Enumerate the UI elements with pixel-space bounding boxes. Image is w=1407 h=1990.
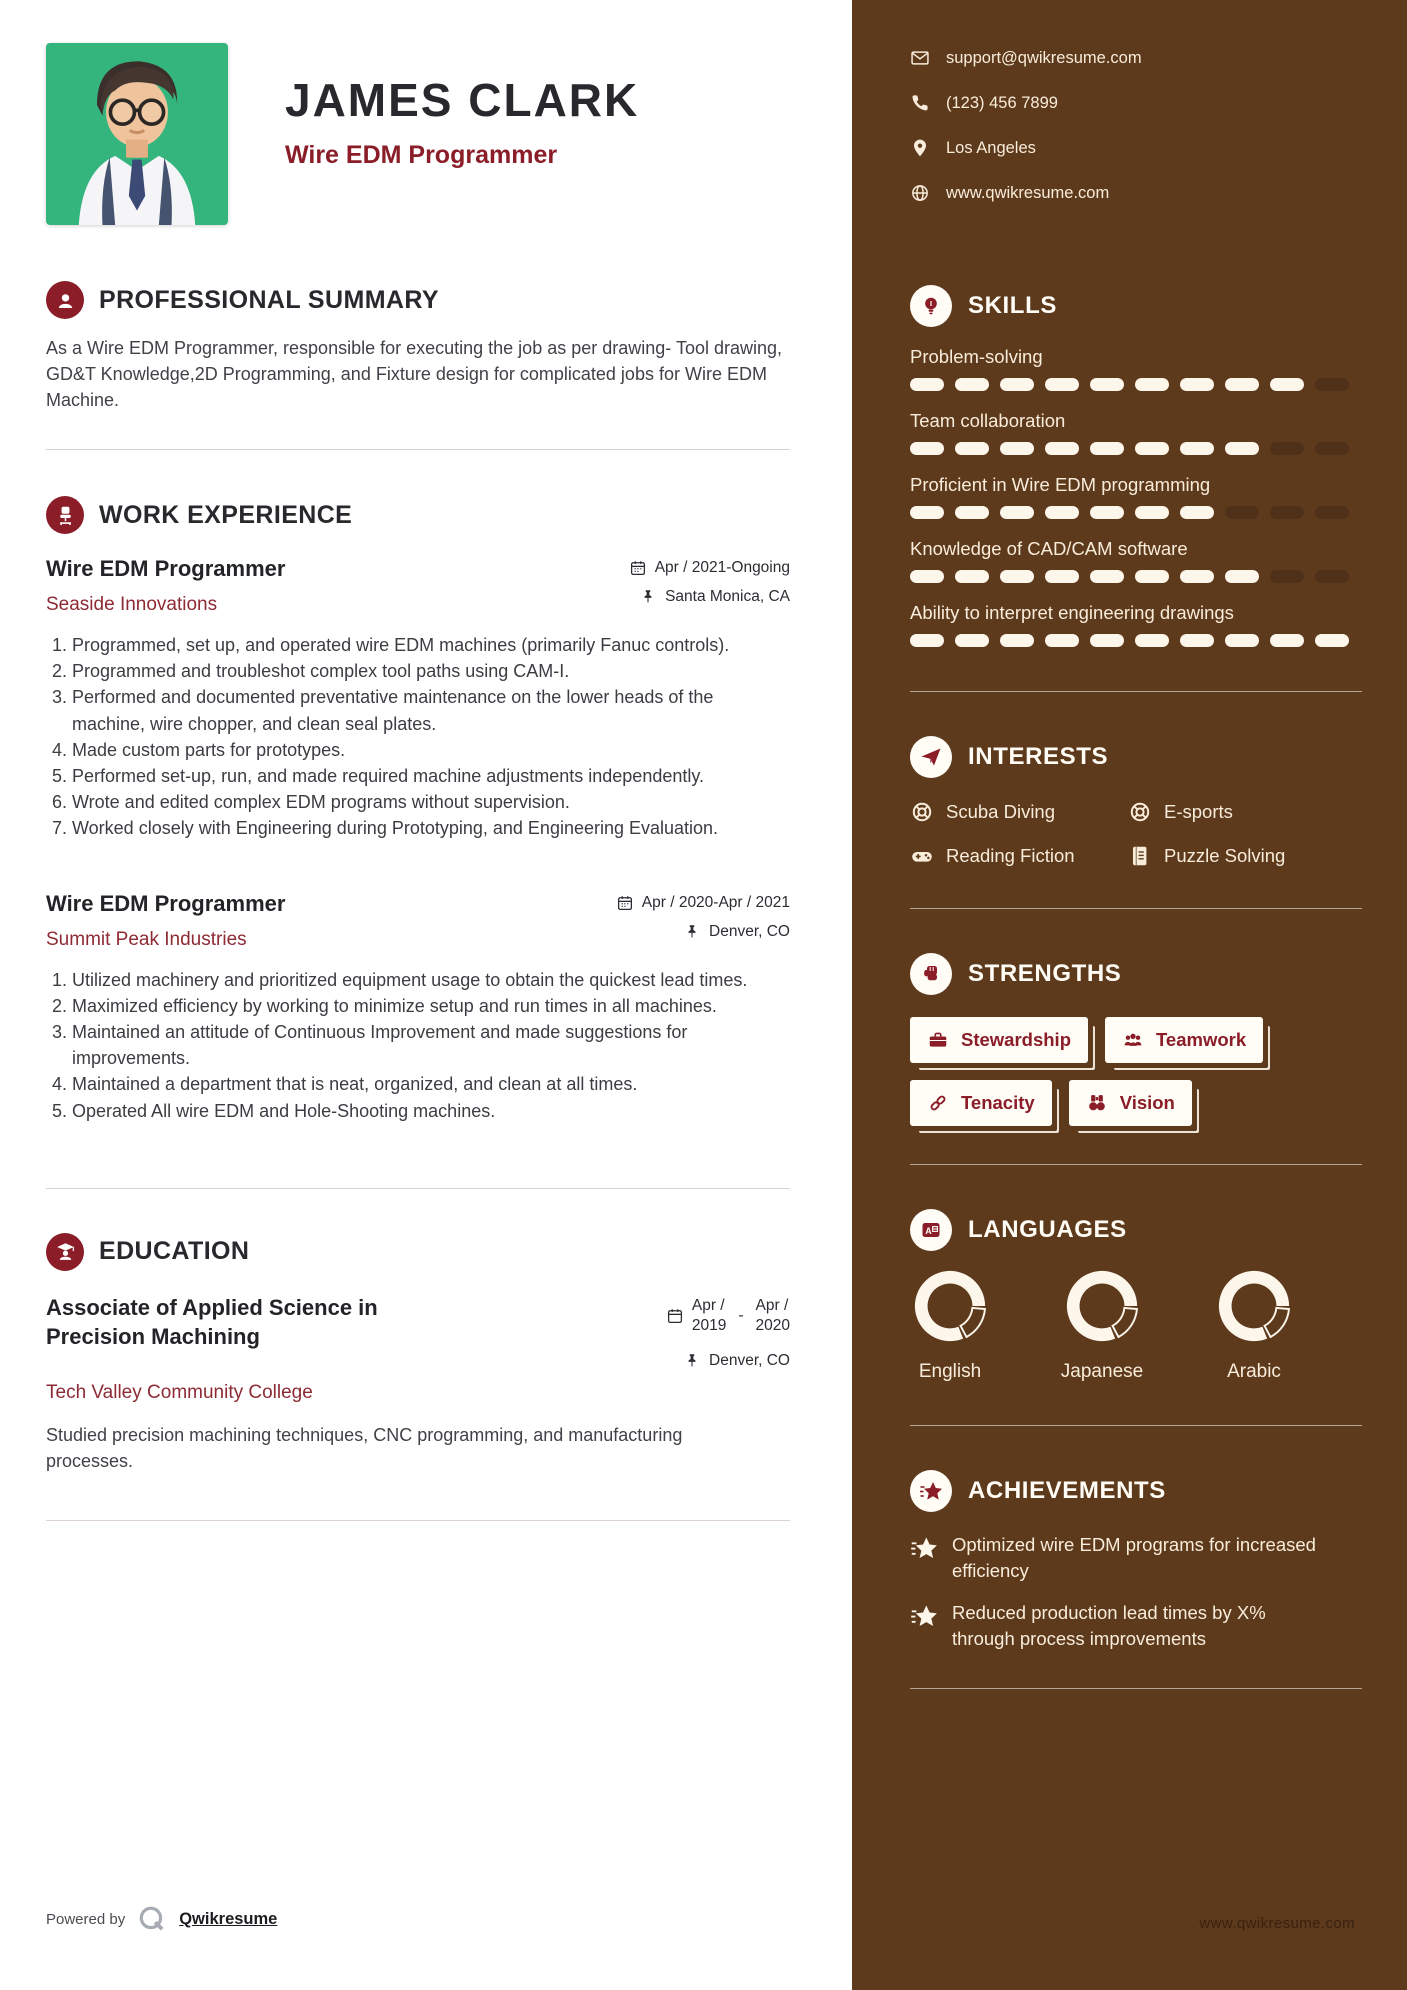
pushpin-icon <box>639 588 657 606</box>
bullet-item: 6. Wrote and edited complex EDM programs without supervision. <box>72 789 790 815</box>
candidate-title: Wire EDM Programmer <box>285 141 558 169</box>
graduate-icon <box>46 1233 84 1271</box>
divider <box>910 1425 1362 1426</box>
interest-item: Scuba Diving <box>910 800 1128 824</box>
language-label: Arabic <box>1227 1361 1281 1382</box>
bullet-item: 5. Operated All wire EDM and Hole-Shooting machines. <box>72 1098 790 1124</box>
skill-dash <box>1090 634 1124 647</box>
qwikresume-link[interactable]: Qwikresume <box>179 1909 278 1928</box>
skills-list <box>910 346 1362 647</box>
skill-item <box>910 346 1362 391</box>
identity-header <box>46 43 790 225</box>
skill-label: Team collaboration <box>910 410 1066 431</box>
skill-dash <box>955 442 989 455</box>
skill-dash <box>1000 570 1034 583</box>
skill-dash <box>1315 634 1349 647</box>
team-icon <box>1122 1029 1144 1051</box>
svg-text:A: A <box>925 1225 932 1236</box>
skill-dash <box>1180 570 1214 583</box>
skills-section <box>910 285 1362 647</box>
shooting-star-icon <box>910 1470 952 1512</box>
portrait-illustration <box>46 43 228 225</box>
bullet-item: 2. Programmed and troubleshot complex tool paths using CAM-I. <box>72 658 790 684</box>
education-heading-row <box>46 1233 790 1271</box>
contact-website[interactable]: www.qwikresume.com <box>910 183 1362 203</box>
skill-dash <box>955 506 989 519</box>
education-location: Denver, CO <box>683 1352 790 1370</box>
job-company: Summit Peak Industries <box>46 929 247 951</box>
skill-dash <box>1000 378 1034 391</box>
binoculars-icon <box>1086 1092 1108 1114</box>
skill-dash <box>910 506 944 519</box>
education-header <box>46 1293 790 1370</box>
job-date: Apr / 2021-Ongoing <box>629 559 790 577</box>
bullet-item: 3. Performed and documented preventative maintenance on the lower heads of the machine, wire chopper, and clean seal plates. <box>72 684 790 736</box>
divider <box>910 1164 1362 1165</box>
skill-level-bar <box>910 378 1362 391</box>
job-bullet-list <box>46 632 790 841</box>
divider <box>910 1688 1362 1689</box>
fist-icon <box>910 953 952 995</box>
paper-plane-icon <box>910 736 952 778</box>
gamepad-icon <box>910 844 934 868</box>
education-heading: EDUCATION <box>99 1237 250 1266</box>
skill-dash <box>910 570 944 583</box>
skill-dash <box>955 634 989 647</box>
skill-dash <box>955 570 989 583</box>
skill-dash <box>1135 506 1169 519</box>
name-block <box>285 43 639 225</box>
pushpin-icon <box>683 923 701 941</box>
contact-location: Los Angeles <box>910 138 1362 158</box>
divider <box>46 1520 790 1521</box>
qwikresume-logo-icon <box>137 1904 167 1934</box>
education-date: Apr / 2019 - Apr / 2020 <box>666 1296 790 1336</box>
strength-chip: Vision <box>1069 1080 1192 1126</box>
school-name: Tech Valley Community College <box>46 1381 313 1403</box>
pushpin-icon <box>683 1352 701 1370</box>
strength-chips <box>910 1017 1362 1126</box>
skill-dash <box>1180 442 1214 455</box>
briefcase-icon <box>927 1029 949 1051</box>
skill-dash <box>1000 506 1034 519</box>
job-header <box>46 556 790 616</box>
skill-label: Ability to interpret engineering drawings <box>910 602 1234 623</box>
donut-chart <box>1063 1267 1141 1345</box>
bullet-item: 2. Maximized efficiency by working to minimize setup and run times in all machines. <box>72 993 790 1019</box>
interests-heading: INTERESTS <box>968 743 1109 770</box>
job-entry <box>46 891 790 1124</box>
skill-dash <box>1045 570 1079 583</box>
skill-dash <box>1135 442 1169 455</box>
achievements-section <box>910 1470 1362 1652</box>
skill-dash <box>1135 570 1169 583</box>
person-icon <box>46 281 84 319</box>
chain-icon <box>927 1092 949 1114</box>
interest-item: Puzzle Solving <box>1128 844 1362 868</box>
bullet-item: 1. Programmed, set up, and operated wire EDM machines (primarily Fanuc controls). <box>72 632 790 658</box>
skill-dash <box>1315 570 1349 583</box>
skill-dash <box>1090 570 1124 583</box>
job-title: Wire EDM Programmer <box>46 556 286 582</box>
skill-level-bar <box>910 570 1362 583</box>
skill-dash <box>955 378 989 391</box>
skill-dash <box>1270 634 1304 647</box>
skill-dash <box>1090 506 1124 519</box>
life-ring-icon <box>1128 800 1152 824</box>
education-description: Studied precision machining techniques, CNC programming, and manufacturing processes. <box>46 1424 683 1471</box>
achievements-list <box>910 1532 1362 1652</box>
bullet-item: 4. Maintained a department that is neat, organized, and clean at all times. <box>72 1071 790 1097</box>
divider <box>910 908 1362 909</box>
work-heading-row <box>46 496 790 534</box>
powered-by-label: Powered by <box>46 1910 126 1928</box>
language-item <box>910 1267 990 1383</box>
skill-level-bar <box>910 442 1362 455</box>
skill-dash <box>1225 570 1259 583</box>
achievement-item: Reduced production lead times by X% through process improvements <box>910 1600 1362 1653</box>
skill-level-bar <box>910 634 1362 647</box>
language-donuts <box>910 1267 1362 1383</box>
strengths-heading: STRENGTHS <box>968 960 1122 987</box>
strength-chip: Teamwork <box>1105 1017 1263 1063</box>
calendar-icon <box>666 1307 684 1325</box>
profile-photo <box>46 43 228 225</box>
star-icon <box>910 1534 938 1562</box>
summary-heading-row <box>46 281 790 319</box>
life-ring-icon <box>910 800 934 824</box>
contact-block <box>910 48 1362 203</box>
skill-dash <box>1270 506 1304 519</box>
divider <box>910 691 1362 692</box>
job-bullet-list <box>46 967 790 1124</box>
skill-dash <box>1225 634 1259 647</box>
languages-section <box>910 1209 1362 1383</box>
skill-dash <box>1180 378 1214 391</box>
bullet-item: 5. Performed set-up, run, and made required machine adjustments independently. <box>72 763 790 789</box>
skill-dash <box>1045 506 1079 519</box>
watermark: www.qwikresume.com <box>1199 1915 1355 1932</box>
contact-phone: (123) 456 7899 <box>910 93 1362 113</box>
phone-icon <box>910 93 930 113</box>
interests-section <box>910 736 1362 868</box>
strength-chip: Tenacity <box>910 1080 1052 1126</box>
achievements-heading: ACHIEVEMENTS <box>968 1477 1166 1504</box>
job-location: Santa Monica, CA <box>639 588 790 606</box>
skill-item <box>910 602 1362 647</box>
job-header <box>46 891 790 951</box>
skill-dash <box>1225 442 1259 455</box>
bullet-item: 7. Worked closely with Engineering during Prototyping, and Engineering Evaluation. <box>72 815 790 841</box>
skill-dash <box>1315 442 1349 455</box>
interest-item: E-sports <box>1128 800 1362 824</box>
strengths-section <box>910 953 1362 1126</box>
skill-dash <box>1180 634 1214 647</box>
candidate-name: JAMES CLARK <box>285 74 640 126</box>
languages-heading-row <box>910 1209 1362 1251</box>
skill-dash <box>1045 634 1079 647</box>
skill-dash <box>1270 442 1304 455</box>
skill-dash <box>1045 378 1079 391</box>
skill-dash <box>1135 378 1169 391</box>
language-label: English <box>918 1361 982 1382</box>
skill-dash <box>910 442 944 455</box>
education-section <box>46 1233 790 1474</box>
skill-dash <box>1000 442 1034 455</box>
work-section <box>46 496 790 1123</box>
language-item <box>1062 1267 1142 1383</box>
summary-heading: PROFESSIONAL SUMMARY <box>99 285 439 314</box>
skill-dash <box>1000 634 1034 647</box>
bullet-item: 1. Utilized machinery and prioritized equipment usage to obtain the quickest lead times. <box>72 967 790 993</box>
book-icon <box>1128 844 1152 868</box>
skill-dash <box>1225 506 1259 519</box>
strengths-heading-row <box>910 953 1362 995</box>
work-heading: WORK EXPERIENCE <box>99 500 353 529</box>
skill-dash <box>910 378 944 391</box>
skill-dash <box>1315 506 1349 519</box>
divider <box>46 449 790 450</box>
skill-dash <box>910 634 944 647</box>
skill-label: Proficient in Wire EDM programming <box>910 474 1211 495</box>
achievement-item: Optimized wire EDM programs for increased efficiency <box>910 1532 1362 1585</box>
skill-dash <box>1135 634 1169 647</box>
skill-dash <box>1045 442 1079 455</box>
job-date: Apr / 2020-Apr / 2021 <box>616 894 790 912</box>
interests-heading-row <box>910 736 1362 778</box>
star-icon <box>910 1602 938 1630</box>
calendar-icon <box>629 559 647 577</box>
degree-title: Associate of Applied Science in Precision Machining <box>46 1294 378 1350</box>
job-company: Seaside Innovations <box>46 594 218 616</box>
donut-chart <box>911 1267 989 1345</box>
interests-grid <box>910 800 1362 868</box>
skills-heading-row <box>910 285 1362 327</box>
skill-item <box>910 538 1362 583</box>
bullet-item: 3. Maintained an attitude of Continuous Improvement and made suggestions for improvements. <box>72 1019 790 1071</box>
job-entry <box>46 556 790 841</box>
summary-section <box>46 281 790 413</box>
office-chair-icon <box>46 496 84 534</box>
skill-dash <box>1315 378 1349 391</box>
strength-chip: Stewardship <box>910 1017 1088 1063</box>
skill-level-bar <box>910 506 1362 519</box>
skill-label: Knowledge of CAD/CAM software <box>910 538 1188 559</box>
skill-dash <box>1180 506 1214 519</box>
translate-icon <box>910 1209 952 1251</box>
lightbulb-icon <box>910 285 952 327</box>
job-title: Wire EDM Programmer <box>46 891 286 917</box>
skill-item <box>910 410 1362 455</box>
footer <box>46 1904 277 1934</box>
envelope-icon <box>910 48 930 68</box>
achievements-heading-row <box>910 1470 1362 1512</box>
sidebar <box>852 0 1407 1990</box>
skill-item <box>910 474 1362 519</box>
skill-dash <box>1225 378 1259 391</box>
contact-email[interactable]: support@qwikresume.com <box>910 48 1362 68</box>
summary-text: As a Wire EDM Programmer, responsible for executing the job as per drawing- Tool drawing, GD&T Knowledge,2D Programming, and Fixture design for complicated jobs for Wire EDM Machine. <box>46 338 782 411</box>
skill-dash <box>1090 378 1124 391</box>
bullet-item: 4. Made custom parts for prototypes. <box>72 737 790 763</box>
job-location: Denver, CO <box>683 923 790 941</box>
interest-item: Reading Fiction <box>910 844 1128 868</box>
skill-dash <box>1270 570 1304 583</box>
globe-icon <box>910 183 930 203</box>
divider <box>46 1188 790 1189</box>
skill-dash <box>1090 442 1124 455</box>
skill-label: Problem-solving <box>910 346 1043 367</box>
skills-heading: SKILLS <box>968 292 1057 319</box>
languages-heading: LANGUAGES <box>968 1216 1127 1243</box>
donut-chart <box>1215 1267 1293 1345</box>
map-pin-icon <box>910 138 930 158</box>
language-label: Japanese <box>1060 1361 1144 1382</box>
calendar-icon <box>616 894 634 912</box>
skill-dash <box>1270 378 1304 391</box>
language-item <box>1214 1267 1294 1383</box>
